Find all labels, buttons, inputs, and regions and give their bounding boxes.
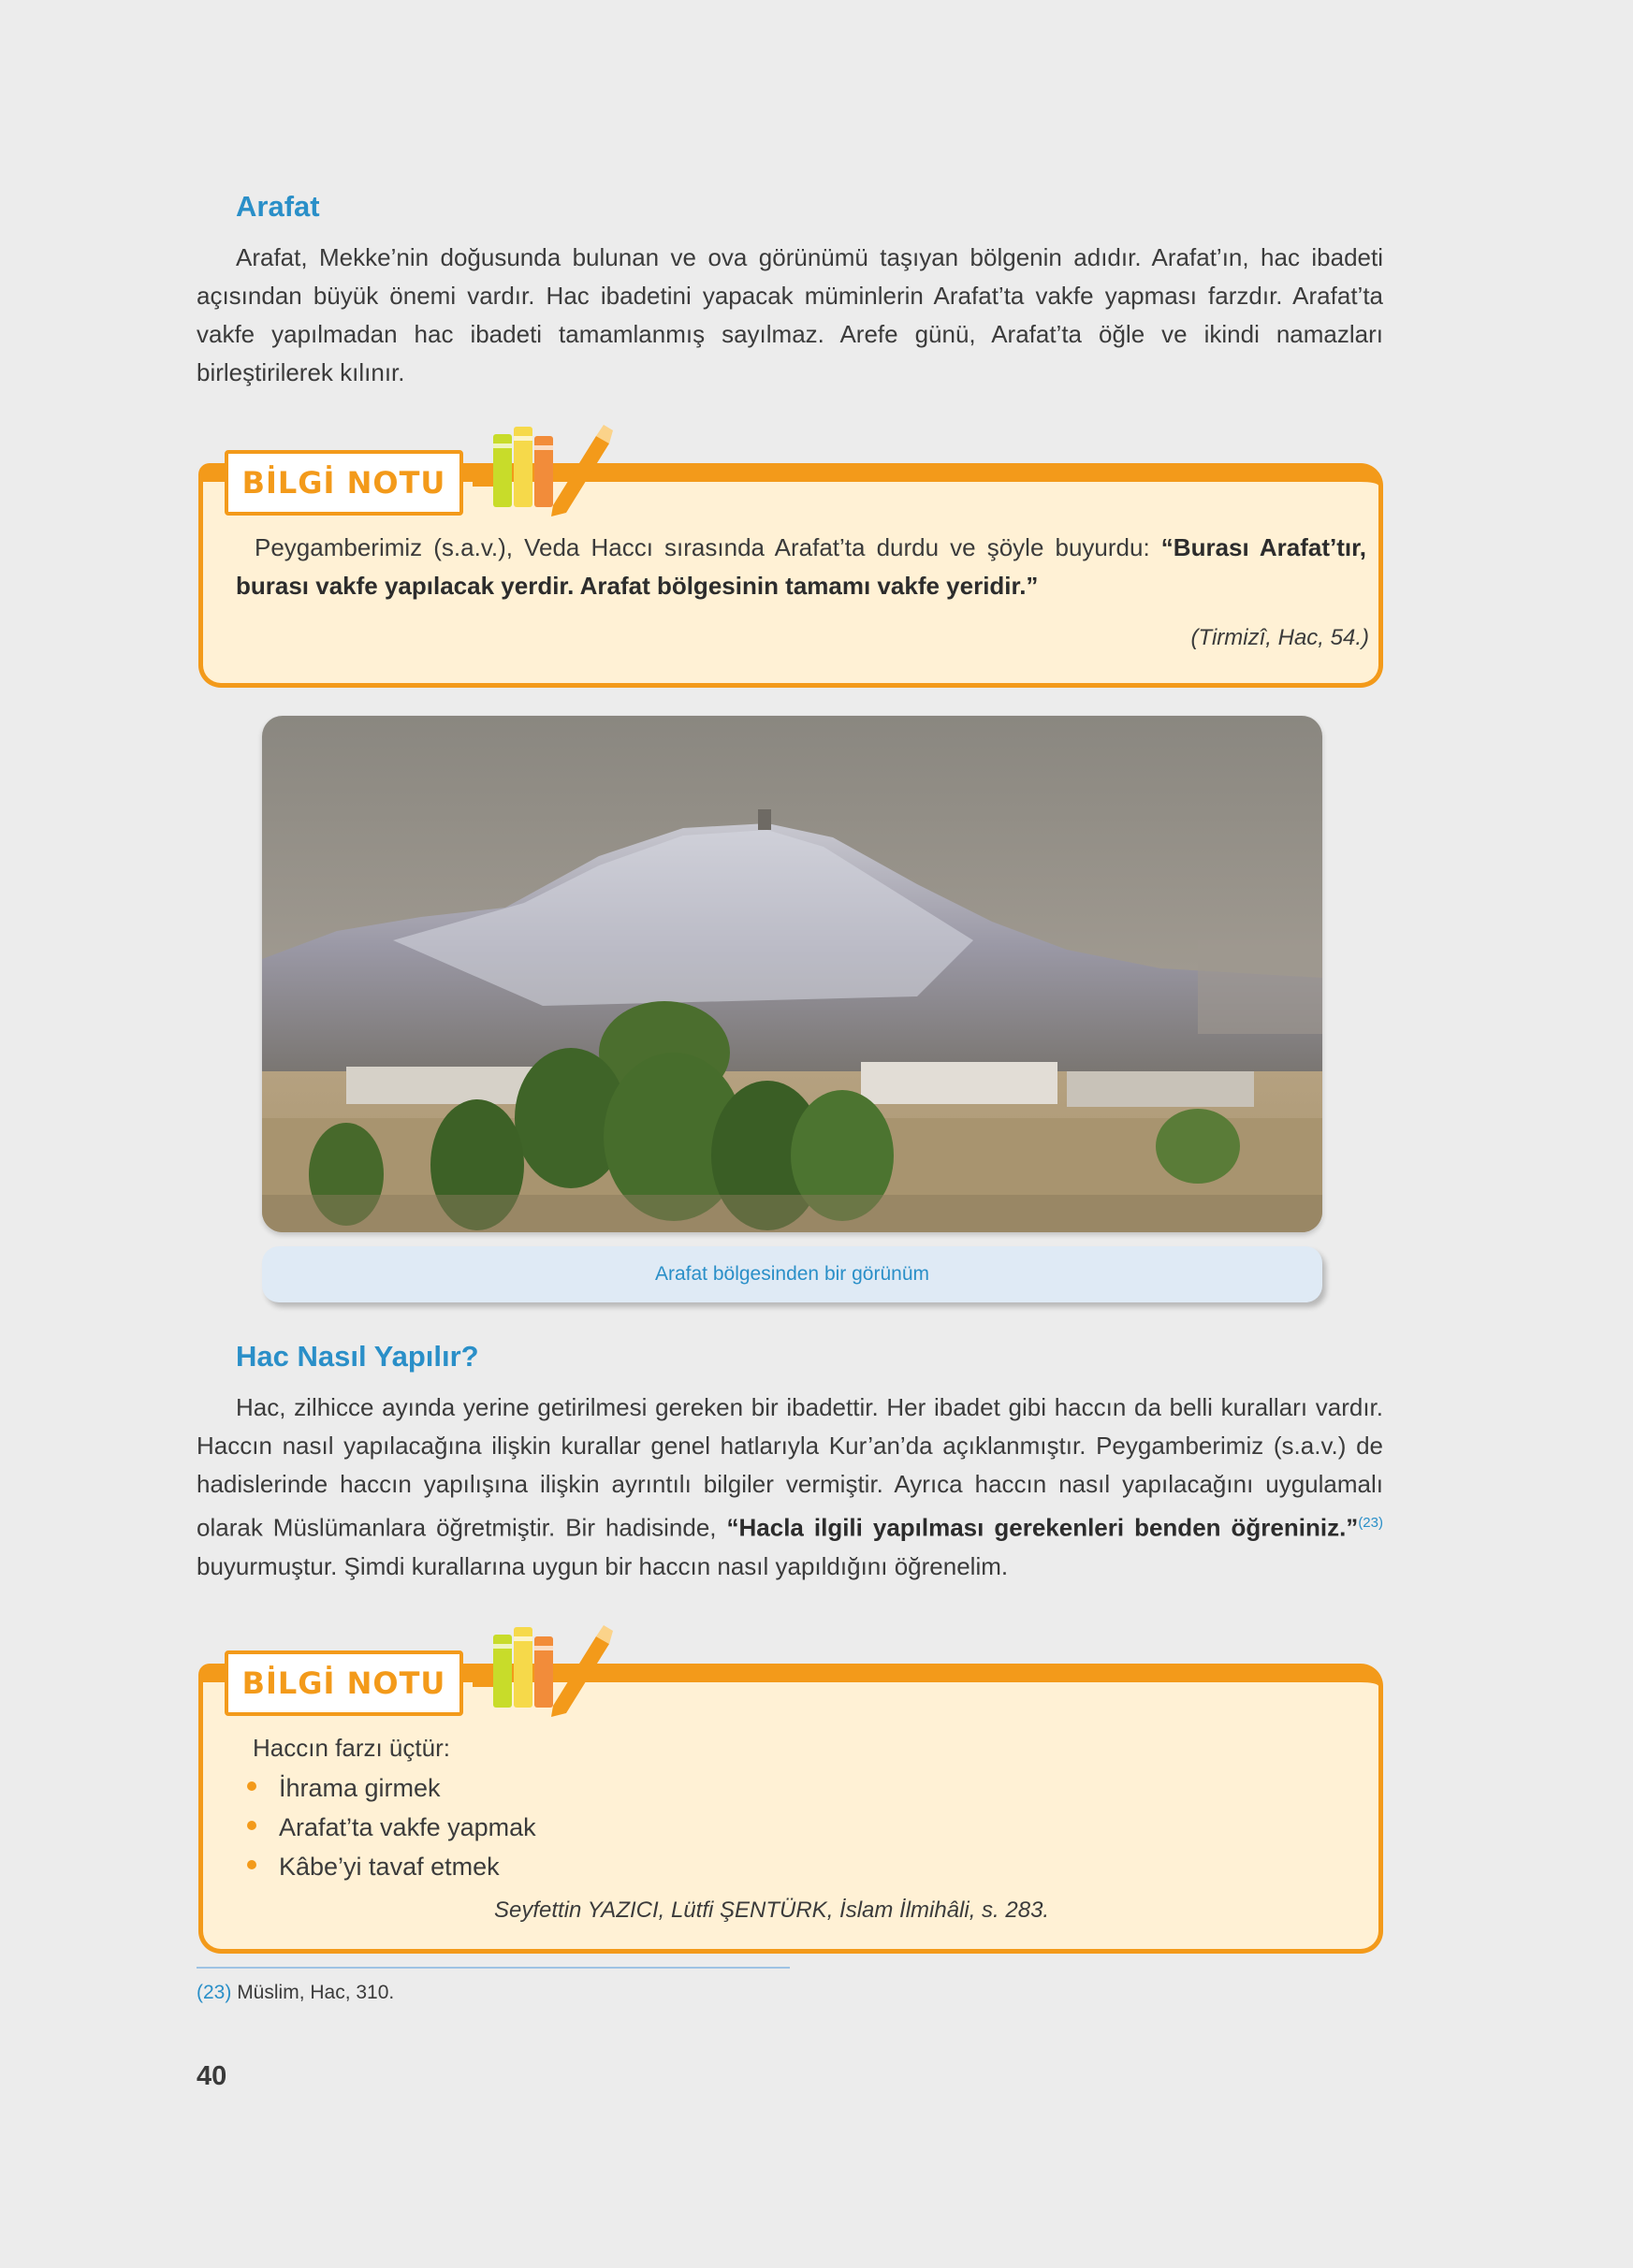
photo-caption: Arafat bölgesinden bir görünüm — [262, 1246, 1322, 1302]
arafat-paragraph: Arafat, Mekke’nin doğusunda bulunan ve ova görünümü taşıyan bölgenin adıdır. Arafat’ın, hac ibadeti açısından büyük önemi vardır. Hac ibadetini yapacak müminlerin Arafat’ta vakfe yapması farzdır. Arafat’ta vakfe yapılmadan hac ibadeti tamamlanmış sayılmaz. Arefe günü, Arafat’ta öğle ve ikindi namazları birleştirilerek kılınır. — [197, 243, 1383, 386]
list-item — [245, 1768, 536, 1808]
footnote — [197, 1982, 394, 2004]
list-item-text: İhrama girmek — [279, 1774, 441, 1802]
hac-paragraph-end: buyurmuştur. Şimdi kurallarına uygun bir haccın nasıl yapıldığını öğrenelim. — [197, 1551, 1009, 1580]
list-item-text: Arafat’ta vakfe yapmak — [279, 1813, 536, 1841]
info-note-source-1: (Tirmizî, Hac, 54.) — [1190, 625, 1369, 650]
info-note-label-1: BİLGİ NOTU — [225, 450, 463, 516]
note1-quote: “Burası Arafat’tır, burası vakfe yapılacak yerdir. Arafat bölgesinin tamamı vakfe yeridir.” — [236, 533, 1366, 600]
list-item — [245, 1847, 536, 1886]
info-note-label-2: BİLGİ NOTU — [225, 1650, 463, 1716]
note1-plain-text: Peygamberimiz (s.a.v.), Veda Haccı sırasında Arafat’ta durdu ve şöyle buyurdu: — [255, 533, 1161, 561]
bullet-icon — [247, 1781, 256, 1791]
arafat-landscape-image — [262, 716, 1322, 1232]
list-item-text: Kâbe’yi tavaf etmek — [279, 1853, 500, 1881]
books-pencil-icon — [473, 1623, 613, 1717]
arafat-photo — [262, 716, 1322, 1232]
footnote-text: Müslim, Hac, 310. — [231, 1982, 395, 2003]
footnote-divider — [197, 1967, 790, 1969]
hadith-quote: “Hacla ilgili yapılması gerekenleri benden öğreniniz.” — [726, 1513, 1359, 1542]
section-heading-hac: Hac Nasıl Yapılır? — [236, 1340, 479, 1373]
info-note-text-1 — [236, 529, 1366, 605]
info-note-intro-2: Haccın farzı üçtür: — [253, 1734, 450, 1762]
hajj-fard-list — [245, 1768, 536, 1886]
hac-paragraph-start: Hac, zilhicce ayında yerine getirilmesi gereken bir ibadettir. Her ibadet gibi haccın da belli kuralları vardır. Haccın nasıl yapılacağına ilişkin kurallar genel hatlarıyla Kur’an’da açıklanmıştır. Peygamberimiz (s.a.v.) de hadislerinde haccın yapılışına ilişkin ayrıntılı bilgiler vermiştir. Ayrıca haccın nasıl yapılacağını uygulamalı olarak Müslümanlara öğretmiştir. Bir hadisinde, — [197, 1393, 1383, 1542]
hac-paragraph — [197, 1388, 1383, 1586]
footnote-reference[interactable]: (23) — [1358, 1515, 1383, 1531]
books-pencil-icon — [473, 423, 613, 516]
bullet-icon — [247, 1821, 256, 1830]
footnote-number: (23) — [197, 1982, 232, 2003]
page-number: 40 — [197, 2061, 227, 2091]
info-note-source-2: Seyfettin YAZICI, Lütfi ŞENTÜRK, İslam İlmihâli, s. 283. — [494, 1897, 1050, 1923]
list-item — [245, 1808, 536, 1847]
section-heading-arafat: Arafat — [236, 190, 320, 223]
bullet-icon — [247, 1860, 256, 1869]
